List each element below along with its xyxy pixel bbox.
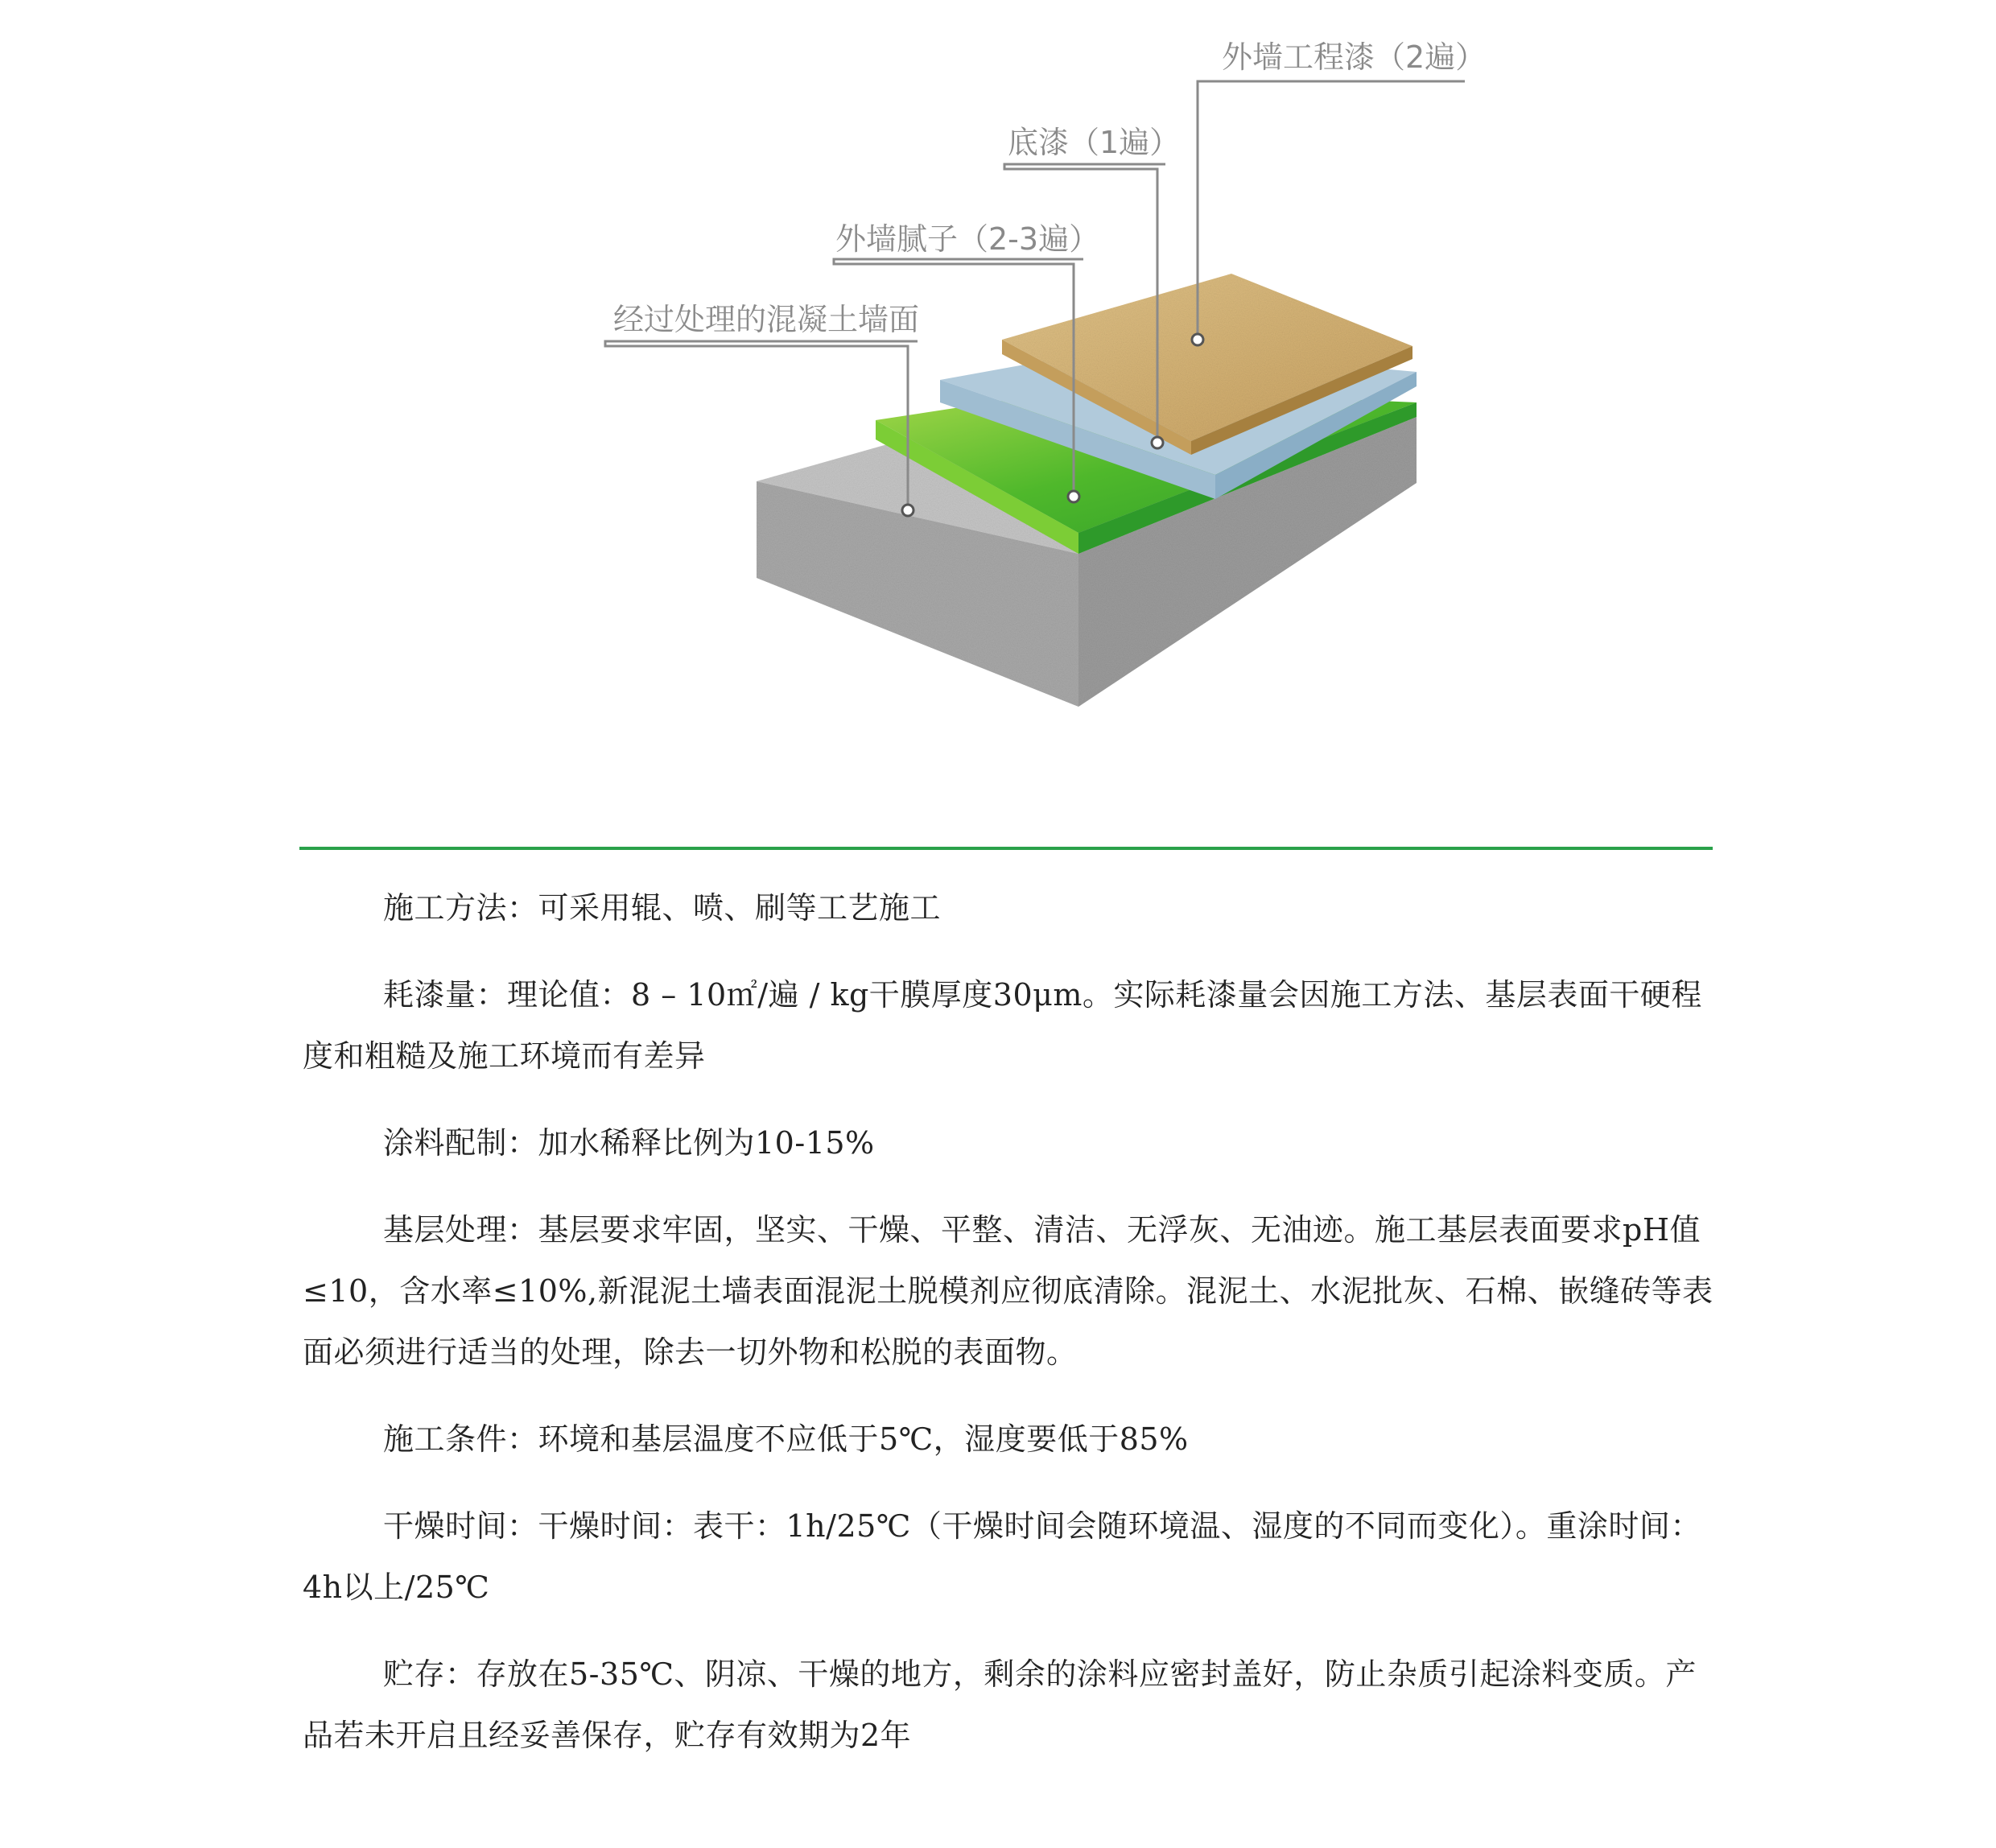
paragraph-substrate-treatment: 基层处理：基层要求牢固，坚实、干燥、平整、清洁、无浮灰、无油迹。施工基层表面要求pH值≤10，含水率≤10%,新混泥土墙表面混泥土脱模剂应彻底清除。混泥土、水泥批灰、石棉、嵌缝砖等表面必须进行适当的处理，除去一切外物和松脱的表面物。 [303, 1212, 1714, 1370]
paragraph-application-method: 施工方法：可采用辊、喷、刷等工艺施工 [383, 890, 942, 926]
spec-text [303, 877, 1719, 1792]
label-primer: 底漆（1遍） [1008, 125, 1181, 160]
paragraph-storage: 贮存：存放在5-35℃、阴凉、干燥的地方，剩余的涂料应密封盖好，防止杂质引起涂料变质。产品若未开启且经妥善保存，贮存有效期为2年 [303, 1656, 1697, 1753]
callout-dot-substrate [902, 505, 913, 516]
paragraph-consumption: 耗漆量：理论值：8 – 10㎡/遍 / kg干膜厚度30μm。实际耗漆量会因施工方法、基层表面干硬程度和粗糙及施工环境而有差异 [303, 977, 1702, 1074]
section-divider [299, 847, 1713, 850]
callout-dot-putty [1068, 491, 1079, 502]
paragraph-preparation: 涂料配制：加水稀释比例为10-15% [383, 1125, 875, 1161]
label-topcoat: 外墙工程漆（2遍） [1222, 39, 1487, 75]
paragraph-drying-time: 干燥时间：干燥时间：表干：1h/25℃（干燥时间会随环境温、湿度的不同而变化）。重涂时间：4h以上/25℃ [303, 1508, 1701, 1605]
label-substrate: 经过处理的混凝土墙面 [613, 302, 920, 337]
label-putty: 外墙腻子（2-3遍） [835, 221, 1100, 257]
paragraph-conditions: 施工条件：环境和基层温度不应低于5℃，湿度要低于85% [383, 1421, 1189, 1457]
layer-diagram [0, 0, 1996, 805]
callout-dot-primer [1152, 437, 1163, 448]
callout-dot-topcoat [1192, 334, 1203, 345]
